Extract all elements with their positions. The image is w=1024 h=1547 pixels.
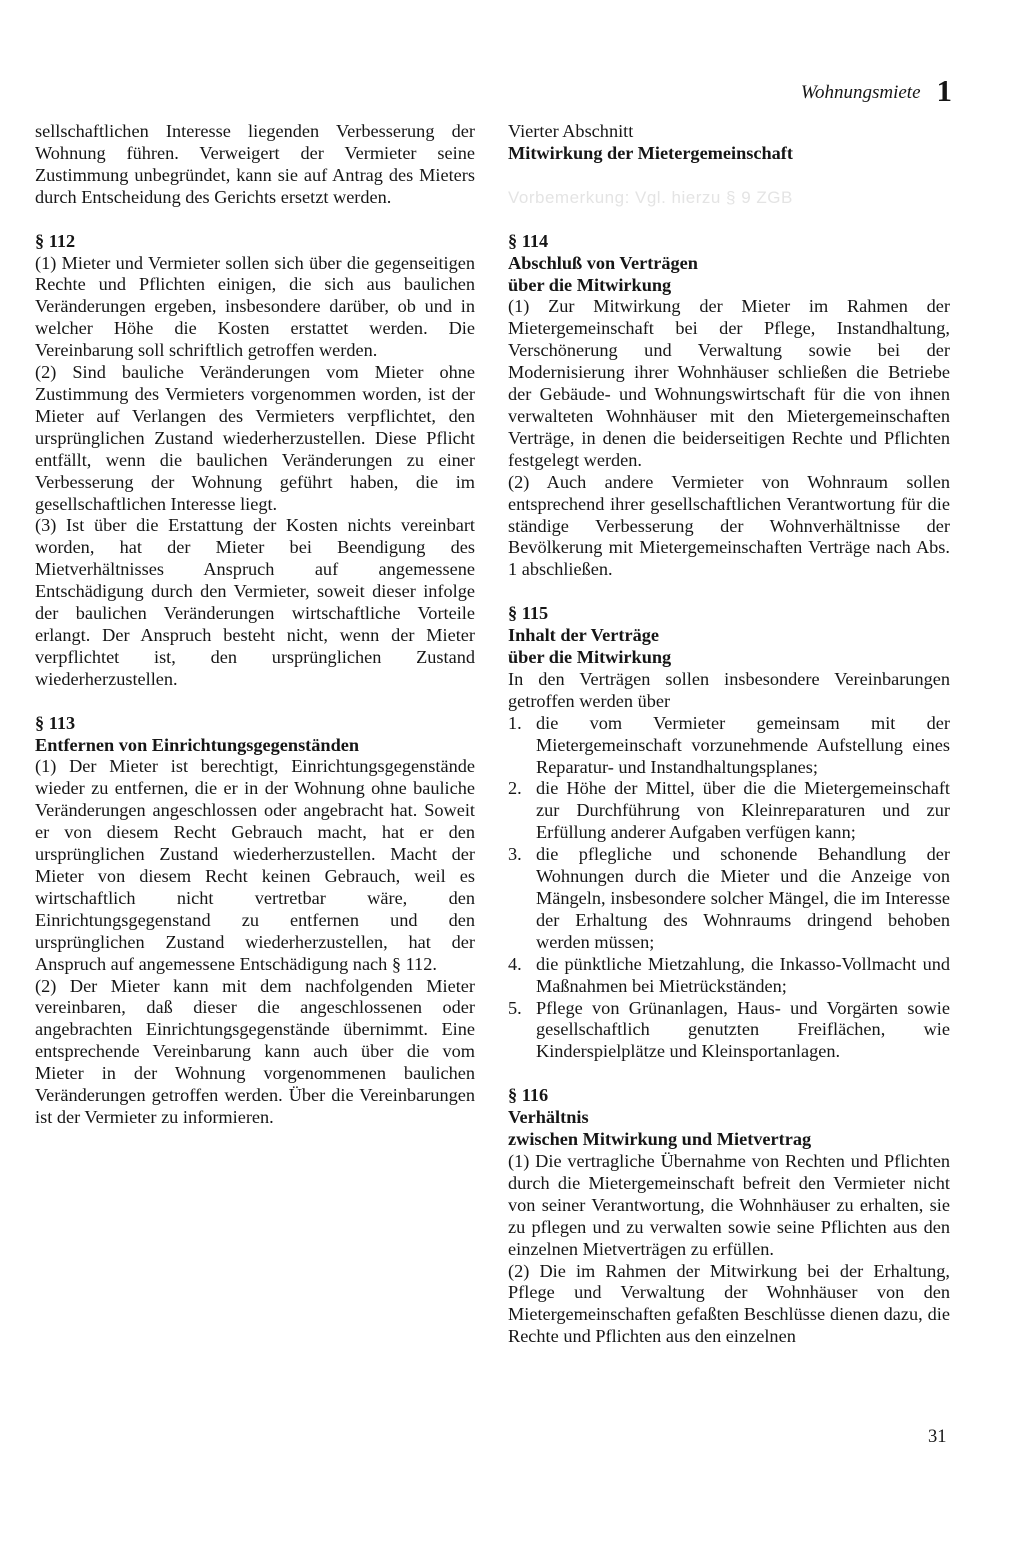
list-item	[508, 713, 950, 779]
section-title: Verhältnis	[508, 1107, 589, 1128]
list-item-number: 1.	[508, 712, 522, 733]
right-column	[508, 121, 950, 1348]
running-title: Wohnungsmiete	[800, 82, 921, 103]
list-item-number: 4.	[508, 953, 522, 974]
list-item	[508, 954, 950, 998]
enumerated-list	[508, 713, 950, 1064]
list-item	[508, 844, 950, 954]
section-number: § 114	[508, 230, 549, 251]
section-title-line2: über die Mitwirkung	[508, 274, 672, 295]
section-title: Abschluß von Verträgen	[508, 252, 698, 273]
list-item	[508, 778, 950, 844]
section-116	[508, 1085, 950, 1348]
section-title: Entfernen von Einrichtungsgegenständen	[35, 734, 360, 755]
paragraph: (2) Der Mieter kann mit dem nachfolgenden Mieter vereinbaren, daß dieser die angeschlossenen oder angebrachten Einrichtungsgegenstände übernimmt. Eine entsprechende Vereinbarung kann auch über die vom Mieter in der Wohnung vorgenommenen baulichen Veränderungen getroffen werden. Über die Vereinbarungen ist der Vermieter zu informieren.	[35, 975, 475, 1127]
paragraph: (3) Ist über die Erstattung der Kosten nichts vereinbart worden, hat der Mieter bei Beendigung des Mietverhältnisses Anspruch auf angemessene Entschädigung durch den Vermieter, soweit dieser infolge der baulichen Veränderungen wirtschaftliche Vorteile erlangt. Der Anspruch besteht nicht, wenn der Mieter verpflichtet ist, den ursprünglichen Zustand wiederherzustellen.	[35, 515, 475, 689]
list-item-number: 2.	[508, 778, 522, 799]
list-item-number: 5.	[508, 997, 522, 1018]
paragraph: (2) Die im Rahmen der Mitwirkung bei der Erhaltung, Pflege und Verwaltung der Wohnhäuser von den Mietergemeinschaften gefaßten Beschlüsse dienen dazu, die Rechte und Pflichten aus den einzelnen	[508, 1260, 950, 1347]
section-title: Inhalt der Verträge	[508, 625, 659, 646]
paragraph: (1) Der Mieter ist berechtigt, Einrichtungsgegenstände wieder zu entfernen, die er in der Wohnung ohne bauliche Veränderungen angeschlossen oder angebracht hat. Soweit er von diesem Recht Gebrauch macht, hat er den ursprünglichen Zustand wiederherzustellen. Macht der Mieter von diesem Recht keinen Gebrauch, weil es wirtschaftlich nicht vertretbar wäre, den Einrichtungsgegenstand zu entfernen und den ursprünglichen Zustand wiederherzustellen, hat der Anspruch auf angemessene Entschädigung nach § 112.	[35, 756, 475, 974]
running-header	[600, 73, 952, 109]
section-113	[35, 713, 475, 1129]
paragraph: (2) Sind bauliche Veränderungen vom Mieter ohne Zustimmung des Vermieters vorgenommen worden, ist der Mieter auf Verlangen des Vermieters verpflichtet, den ursprünglichen Zustand wiederherzustellen. Diese Pflicht entfällt, wenn die baulichen Veränderungen zu einer Verbesserung der Wohnung geführt haben, die im gesellschaftlichen Interesse liegt.	[35, 362, 475, 514]
list-item-text: die pflegliche und schonende Behandlung der Wohnungen durch die Mieter und die Anzeige von Mängeln, insbesondere solcher Mängel, die im Interesse der Erhaltung des Wohnraums dringend behoben werden müssen;	[536, 844, 950, 952]
list-item-text: die vom Vermieter gemeinsam mit der Mietergemeinschaft vorzunehmende Aufstellung eines Reparatur- und Instandhaltungsplanes;	[536, 712, 950, 777]
left-column	[35, 121, 475, 1129]
section-114	[508, 231, 950, 582]
chapter-number: 1	[936, 73, 952, 108]
section-112	[35, 231, 475, 691]
part-label: Vierter Abschnitt	[508, 121, 634, 141]
list-item-text: die Höhe der Mittel, über die die Mietergemeinschaft zur Durchführung von Kleinreparaturen und zur Erfüllung anderer Aufgaben verfügen kann;	[536, 778, 950, 843]
paragraph: (2) Auch andere Vermieter von Wohnraum sollen entsprechend ihrer gesellschaftlichen Verantwortung für die ständige Verbesserung der Wohnverhältnisse der Bevölkerung mit Mietergemeinschaften Verträge nach Abs. 1 abschließen.	[508, 471, 950, 580]
part-title: Mitwirkung der Mietergemeinschaft	[508, 142, 793, 163]
list-item-number: 3.	[508, 844, 522, 865]
list-item-text: die pünktliche Mietzahlung, die Inkasso-Vollmacht und Maßnahmen bei Mietrückständen;	[536, 953, 950, 996]
section-number: § 116	[508, 1085, 549, 1106]
list-item-text: Pflege von Grünanlagen, Haus- und Vorgärten sowie gesellschaftlich genutzten Freiflächen, wie Kinderspielplätze und Kleinsportanlagen.	[536, 997, 950, 1062]
section-title-line2: zwischen Mitwirkung und Mietvertrag	[508, 1129, 812, 1150]
page-number: 31	[928, 1427, 947, 1447]
section-115	[508, 603, 950, 1063]
section-number: § 112	[35, 230, 76, 251]
section-number: § 115	[508, 603, 549, 624]
continuation-paragraph: sellschaftlichen Interesse liegenden Verbesserung der Wohnung führen. Verweigert der Vermieter seine Zustimmung unbegründet, kann sie auf Antrag des Mieters durch Entscheidung des Gerichts ersetzt werden.	[35, 121, 475, 207]
paragraph: (1) Die vertragliche Übernahme von Rechten und Pflichten durch die Mietergemeinschaft befreit den Vermieter nicht von seiner Verantwortung, die Wohnhäuser zu erhalten, sie zu pflegen und zu verwalten sowie seine Pflichten aus den einzelnen Mietverträgen zu erfüllen.	[508, 1150, 950, 1259]
paragraph: (1) Mieter und Vermieter sollen sich über die gegenseitigen Rechte und Pflichten einigen, die sich aus baulichen Veränderungen ergeben, insbesondere darüber, ob und in welcher Höhe die Kosten erstattet werden. Die Vereinbarung soll schriftlich getroffen werden.	[35, 252, 475, 361]
section-number: § 113	[35, 712, 76, 733]
list-item	[508, 998, 950, 1064]
paragraph: (1) Zur Mitwirkung der Mieter im Rahmen der Mietergemeinschaft bei der Pflege, Instandhaltung, Verschönerung und Verwaltung sowie bei der Modernisierung ihrer Wohnhäuser schließen die Betriebe der Gebäude- und Wohnungswirtschaft für die von ihnen verwalteten Wohnhäuser mit den Mietergemeinschaften Verträge, in denen die beiderseitigen Rechte und Pflichten festgelegt werden.	[508, 296, 950, 470]
faint-note: Vorbemerkung: Vgl. hierzu § 9 ZGB	[508, 187, 793, 207]
section-title-line2: über die Mitwirkung	[508, 647, 672, 668]
paragraph: In den Verträgen sollen insbesondere Vereinbarungen getroffen werden über	[508, 668, 950, 711]
